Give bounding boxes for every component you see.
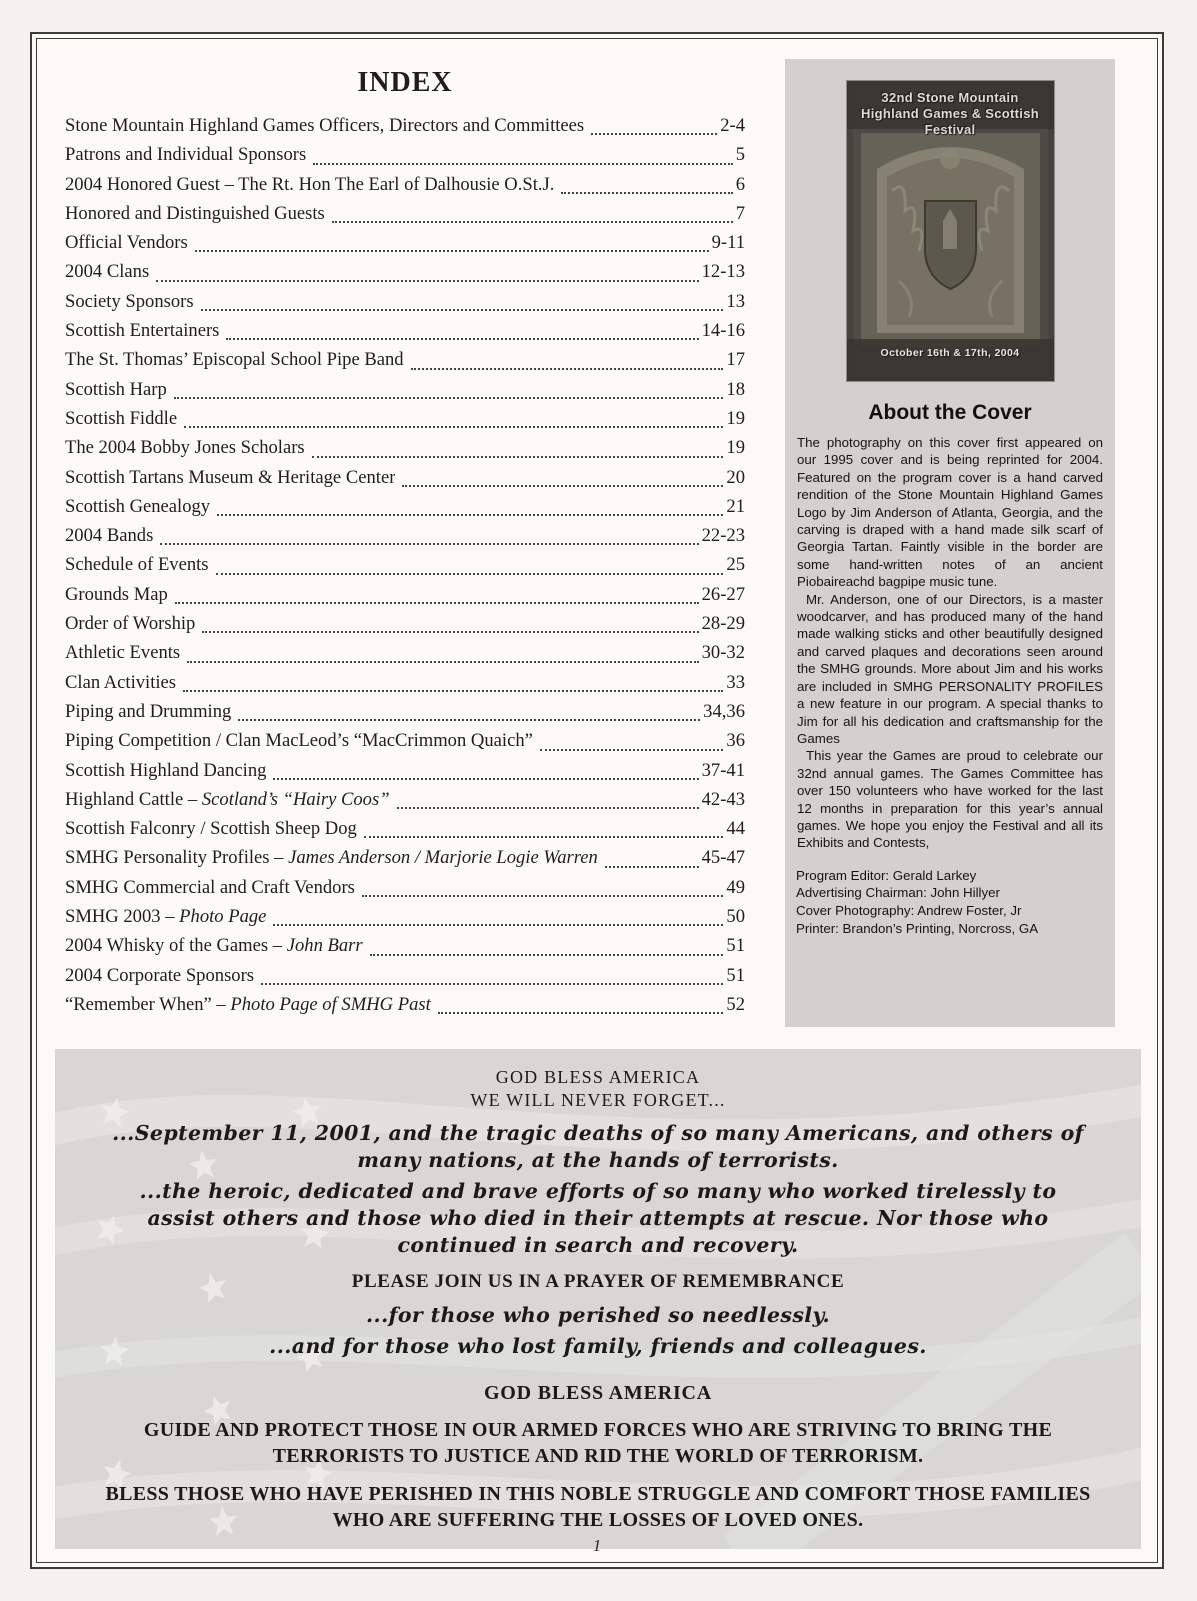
toc-entry [65, 726, 745, 755]
toc-entry [65, 257, 745, 286]
toc-entry-label: Scottish Fiddle [65, 407, 178, 429]
index-title: INDEX [357, 67, 453, 98]
memorial-line: ...the heroic, dedicated and brave efforts of so many who worked tirelessly to assist others and those who died in their attempts at rescue. Nor those who continued in search and recovery. [139, 1179, 1057, 1257]
toc-entry [65, 609, 745, 638]
toc-entry-page: 52 [726, 993, 745, 1015]
main-columns [37, 39, 1157, 1027]
toc-leader-dots [364, 836, 724, 838]
toc-entry [65, 521, 745, 550]
toc-leader-dots [160, 543, 698, 545]
toc-entry-page: 18 [726, 378, 745, 400]
toc-entry-page: 12-13 [701, 261, 745, 283]
toc-entry-page: 6 [735, 173, 745, 195]
toc-entry-label: Grounds Map [65, 583, 168, 605]
toc-leader-dots [238, 719, 700, 721]
memorial-line: BLESS THOSE WHO HAVE PERISHED IN THIS NOBLE STRUGGLE AND COMFORT THOSE FAMILIES WHO ARE SUFFERING THE LOSSES OF LOVED ONES. [105, 1483, 1091, 1531]
about-paragraph: The photography on this cover first appeared on our 1995 cover and is being reprinted for 2004. Featured on the program cover is a hand carved rendition of the Stone Mountain Highland Games Logo by Jim Anderson of Atlanta, Georgia, and the carving is draped with a hand made silk scarf of Georgia Tartan. Faintly visible in the border are some hand-written notes of an ancient Piobaireachd bagpipe music tune. [797, 435, 1103, 590]
toc-leader-dots [183, 690, 723, 692]
memorial-line: PLEASE JOIN US IN A PRAYER OF REMEMBRANCE [351, 1271, 845, 1292]
credit-line: Cover Photography: Andrew Foster, Jr [796, 902, 1022, 918]
toc-entry-page: 17 [726, 349, 745, 371]
toc-list [65, 111, 745, 1019]
toc-entry-page: 45-47 [701, 847, 745, 869]
toc-leader-dots [362, 895, 724, 897]
toc-entry [65, 902, 745, 931]
toc-leader-dots [174, 397, 724, 399]
toc-entry-label: Scottish Falconry / Scottish Sheep Dog [65, 818, 357, 840]
toc-entry-page: 50 [726, 906, 745, 928]
toc-entry [65, 550, 745, 579]
toc-entry-page: 28-29 [701, 613, 745, 635]
toc-entry-page: 51 [726, 964, 745, 986]
toc-entry-page: 37-41 [701, 759, 745, 781]
toc-entry-label: Society Sponsors [65, 290, 194, 312]
toc-entry [65, 990, 745, 1019]
index-section [65, 59, 745, 1027]
toc-entry-page: 19 [726, 407, 745, 429]
page-frame [30, 32, 1164, 1569]
toc-leader-dots [261, 983, 723, 985]
toc-entry-page: 2-4 [720, 115, 745, 136]
toc-entry [65, 287, 745, 316]
toc-entry [65, 814, 745, 843]
toc-entry [65, 433, 745, 462]
toc-entry-label: Official Vendors [65, 232, 188, 254]
toc-entry-label: The 2004 Bobby Jones Scholars [65, 437, 305, 459]
toc-entry-page: 19 [726, 437, 745, 459]
toc-entry-label: “Remember When” – Photo Page of SMHG Past [65, 993, 431, 1015]
toc-entry-page: 49 [726, 876, 745, 898]
credit-line: Program Editor: Gerald Larkey [796, 867, 977, 883]
memorial-line: GOD BLESS AMERICA [483, 1382, 713, 1404]
page-number: 1 [592, 1536, 602, 1555]
about-heading: About the Cover [868, 401, 1032, 424]
toc-entry [65, 316, 745, 345]
toc-leader-dots [605, 866, 699, 868]
toc-entry-label: Honored and Distinguished Guests [65, 202, 325, 224]
toc-leader-dots [216, 573, 724, 575]
toc-entry [65, 697, 745, 726]
toc-entry [65, 463, 745, 492]
toc-leader-dots [195, 250, 709, 252]
toc-entry-page: 42-43 [701, 788, 745, 810]
toc-entry-page: 13 [726, 290, 745, 312]
about-paragraph: Mr. Anderson, one of our Directors, is a master woodcarver, and has produced many of the hand made walking sticks and other beautifully designed and carved plaques and decorations seen around the SMHG grounds. More about Jim and his works are included in SMHG PERSONALITY PROFILES a new feature in our program. A special thanks to Jim for all his dedication and craftsmanship for the Games [797, 591, 1103, 746]
credits [796, 867, 1104, 937]
toc-entry-label: Scottish Tartans Museum & Heritage Center [65, 466, 396, 488]
memorial-line: ...and for those who lost family, friends and colleagues. [269, 1334, 927, 1358]
toc-entry [65, 404, 745, 433]
toc-entry [65, 580, 745, 609]
toc-leader-dots [540, 749, 724, 751]
toc-entry [65, 873, 745, 902]
toc-entry-label: SMHG Personality Profiles – James Anderson / Marjorie Logie Warren [65, 847, 598, 869]
toc-entry-label: Order of Worship [65, 613, 196, 635]
toc-leader-dots [226, 338, 698, 340]
toc-entry [65, 228, 745, 257]
page-frame-inner [36, 38, 1158, 1563]
memorial-line: WE WILL NEVER FORGET... [470, 1090, 726, 1110]
toc-entry-page: 51 [726, 935, 745, 957]
memorial-line: GUIDE AND PROTECT THOSE IN OUR ARMED FORCES WHO ARE STRIVING TO BRING THE TERRORISTS TO JUSTICE AND RID THE WORLD OF TERRORISM. [143, 1419, 1053, 1467]
toc-entry-page: 26-27 [701, 583, 745, 605]
sidebar [785, 59, 1115, 1027]
toc-entry-label: Clan Activities [65, 671, 177, 693]
toc-entry [65, 492, 745, 521]
about-paragraphs [796, 434, 1104, 852]
toc-entry-page: 5 [735, 144, 745, 166]
cover-title: 32nd Stone Mountain Highland Games & Scottish Festival [861, 90, 1039, 137]
toc-entry-label: Scottish Genealogy [65, 495, 211, 517]
toc-leader-dots [313, 163, 733, 165]
memorial-line: ...for those who perished so needlessly. [366, 1303, 830, 1327]
credit-line: Advertising Chairman: John Hillyer [796, 885, 1000, 901]
cover-image [847, 81, 1054, 381]
toc-entry [65, 170, 745, 199]
toc-entry [65, 111, 745, 140]
toc-entry-label: Scottish Harp [65, 378, 167, 400]
toc-entry [65, 785, 745, 814]
toc-entry-label: 2004 Clans [65, 261, 150, 283]
toc-entry [65, 638, 745, 667]
toc-entry-page: 14-16 [701, 320, 745, 342]
toc-entry-page: 9-11 [711, 232, 745, 254]
toc-entry-label: SMHG 2003 – Photo Page [65, 906, 267, 928]
toc-entry [65, 961, 745, 990]
toc-entry-page: 25 [726, 554, 745, 576]
toc-entry-label: Scottish Highland Dancing [65, 759, 267, 781]
memorial-line: GOD BLESS AMERICA [495, 1067, 701, 1087]
toc-leader-dots [156, 280, 698, 282]
toc-entry-label: Stone Mountain Highland Games Officers, Directors and Committees [65, 115, 585, 136]
toc-entry-page: 30-32 [701, 642, 745, 664]
toc-entry-page: 34,36 [703, 700, 745, 722]
toc-entry-page: 7 [735, 202, 745, 224]
toc-entry-label: SMHG Commercial and Craft Vendors [65, 876, 355, 898]
toc-entry-label: Patrons and Individual Sponsors [65, 144, 307, 166]
toc-leader-dots [438, 1012, 724, 1014]
cover-caption: October 16th & 17th, 2004 [880, 347, 1020, 359]
toc-leader-dots [411, 368, 724, 370]
toc-entry [65, 140, 745, 169]
toc-entry [65, 375, 745, 404]
memorial-section [55, 1049, 1141, 1549]
toc-entry-label: The St. Thomas’ Episcopal School Pipe Band [65, 349, 404, 371]
toc-leader-dots [273, 778, 698, 780]
toc-entry-page: 20 [726, 466, 745, 488]
toc-entry [65, 668, 745, 697]
toc-entry-page: 21 [726, 495, 745, 517]
toc-entry-label: 2004 Bands [65, 525, 154, 547]
toc-leader-dots [397, 807, 699, 809]
toc-entry [65, 843, 745, 872]
toc-entry-page: 44 [726, 818, 745, 840]
toc-entry-label: Piping Competition / Clan MacLeod’s “MacCrimmon Quaich” [65, 730, 533, 752]
toc-leader-dots [402, 485, 723, 487]
toc-leader-dots [187, 661, 698, 663]
toc-leader-dots [217, 514, 723, 516]
toc-leader-dots [591, 133, 717, 135]
toc-entry [65, 756, 745, 785]
toc-entry-label: Scottish Entertainers [65, 320, 220, 342]
toc-entry-label: Piping and Drumming [65, 700, 232, 722]
toc-entry-label: Athletic Events [65, 642, 181, 664]
toc-entry-page: 33 [726, 671, 745, 693]
toc-leader-dots [184, 426, 723, 428]
toc-leader-dots [201, 309, 724, 311]
toc-entry [65, 931, 745, 960]
toc-leader-dots [273, 924, 723, 926]
toc-entry-label: 2004 Honored Guest – The Rt. Hon The Earl of Dalhousie O.St.J. [65, 173, 555, 195]
toc-leader-dots [561, 192, 732, 194]
toc-leader-dots [332, 221, 733, 223]
memorial-lines [85, 1067, 1111, 1533]
toc-leader-dots [370, 954, 724, 956]
toc-leader-dots [202, 631, 698, 633]
toc-entry-label: Highland Cattle – Scotland’s “Hairy Coos” [65, 788, 390, 810]
about-paragraph: This year the Games are proud to celebrate our 32nd annual games. The Games Committee has over 150 volunteers who have worked for the last 12 months in preparation for this year’s annual games. We hope you enjoy the Festival and all its Exhibits and Contests, [797, 748, 1103, 851]
toc-entry-label: 2004 Corporate Sponsors [65, 964, 255, 986]
toc-entry-page: 36 [726, 730, 745, 752]
toc-leader-dots [312, 456, 724, 458]
toc-entry-label: 2004 Whisky of the Games – John Barr [65, 935, 363, 957]
toc-entry [65, 345, 745, 374]
toc-entry-label: Schedule of Events [65, 554, 209, 576]
toc-leader-dots [175, 602, 699, 604]
toc-entry-page: 22-23 [701, 525, 745, 547]
credit-line: Printer: Brandon’s Printing, Norcross, GA [796, 920, 1039, 936]
toc-entry [65, 199, 745, 228]
memorial-line: ...September 11, 2001, and the tragic deaths of so many Americans, and others of many nations, at the hands of terrorists. [112, 1121, 1084, 1172]
